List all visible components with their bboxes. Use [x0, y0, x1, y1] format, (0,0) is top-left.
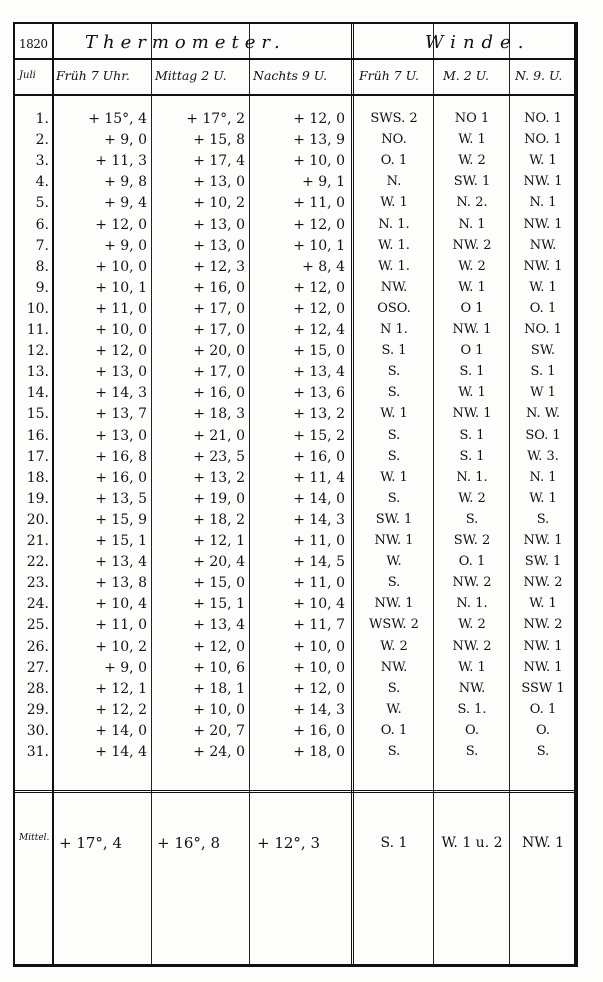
mittel-wind-frueh: S. 1: [380, 835, 408, 851]
wind-frueh: W. 1: [380, 469, 408, 485]
table-row: [15, 382, 574, 403]
wind-nachts: W. 1: [529, 279, 557, 295]
wind-mittag: W. 1: [458, 385, 486, 401]
wind-frueh: S.: [387, 744, 401, 759]
temp-frueh: + 12, 1: [95, 680, 147, 697]
wind-frueh: S.: [387, 575, 401, 591]
wind-nachts: NW. 2: [523, 617, 563, 633]
wind-nachts: SW.: [530, 343, 556, 359]
table-row: [15, 551, 574, 572]
day-number: 26.: [26, 638, 49, 655]
table-row: [15, 108, 574, 129]
day-number: 19.: [26, 490, 49, 507]
wind-nachts: W. 1: [529, 596, 557, 612]
table-row: [15, 678, 574, 699]
weather-table: [13, 22, 578, 967]
wind-mittag: NO 1: [454, 111, 490, 126]
temp-nachts: + 15, 0: [293, 343, 345, 360]
day-number: 27.: [26, 659, 49, 676]
table-row: [15, 741, 574, 762]
wind-frueh: NW.: [380, 279, 408, 295]
temp-mittag: + 10, 0: [193, 701, 245, 718]
wind-frueh: S.: [387, 448, 401, 464]
wind-nachts: NW. 1: [523, 638, 563, 654]
day-number: 9.: [35, 279, 49, 296]
temp-frueh: + 14, 4: [95, 744, 147, 760]
temp-frueh: + 10, 0: [95, 258, 147, 275]
wind-mittag: S. 1: [459, 364, 485, 380]
wind-mittag: N. 1.: [456, 596, 488, 612]
wind-nachts: SW. 1: [524, 554, 562, 570]
wind-frueh: O. 1: [380, 153, 408, 169]
wind-mittag: N. 1.: [456, 469, 488, 485]
wind-nachts: O. 1: [529, 300, 557, 316]
wind-frueh: W. 1: [380, 195, 408, 211]
wind-mittag: NW. 2: [452, 237, 492, 253]
wind-frueh: S.: [387, 385, 401, 401]
day-number: 5.: [35, 195, 49, 212]
wind-nachts: SO. 1: [525, 427, 561, 443]
table-row: [15, 657, 574, 678]
temp-nachts: + 12, 0: [293, 279, 345, 296]
temp-nachts: + 10, 1: [293, 237, 345, 254]
temp-mittag: + 13, 0: [193, 174, 245, 191]
mittel-temp-mittag: + 16°, 8: [157, 834, 221, 852]
temp-frueh: + 13, 5: [95, 490, 147, 507]
temp-nachts: + 12, 0: [293, 680, 345, 697]
wind-mittag: NW. 2: [452, 575, 492, 591]
temp-frueh: + 10, 1: [95, 279, 147, 296]
temp-mittag: + 17, 0: [193, 322, 245, 338]
temp-mittag: + 12, 3: [193, 258, 245, 275]
temp-mittag: + 10, 6: [193, 659, 245, 676]
table-row: [15, 593, 574, 614]
mittel-label: Mittel.: [19, 833, 50, 843]
wind-mittag: W. 2: [458, 617, 486, 633]
temp-nachts: + 9, 1: [302, 174, 345, 191]
wind-mittag: S. 1.: [457, 701, 487, 717]
wind-mittag: NW. 1: [452, 322, 492, 337]
wind-mittag: SW. 1: [453, 174, 491, 190]
temp-mittag: + 15, 8: [193, 132, 245, 149]
wind-frueh: W. 1.: [378, 237, 410, 253]
day-number: 31.: [26, 744, 49, 760]
day-number: 22.: [26, 554, 49, 571]
wind-frueh: W. 2: [380, 638, 408, 654]
day-number: 21.: [26, 533, 49, 549]
wind-nachts: S.: [536, 511, 550, 527]
day-number: 1.: [35, 111, 49, 127]
wind-mittag: W. 1: [458, 132, 486, 148]
temp-nachts: + 10, 0: [293, 153, 345, 170]
table-row: [15, 720, 574, 741]
temp-nachts: + 16, 0: [293, 722, 345, 739]
temp-mittag: + 17, 0: [193, 364, 245, 381]
table-row: [15, 572, 574, 593]
wind-frueh: W. 1: [380, 406, 408, 422]
day-number: 17.: [26, 448, 49, 465]
mittel-temp-frueh: + 17°, 4: [59, 834, 123, 852]
day-number: 15.: [26, 406, 49, 423]
temp-frueh: + 9, 8: [104, 174, 147, 191]
wind-frueh: NW. 1: [374, 533, 414, 548]
table-row: [15, 319, 574, 340]
temp-nachts: + 8, 4: [302, 258, 345, 275]
wind-nachts: W. 1: [529, 490, 557, 506]
table-row: [15, 340, 574, 361]
day-number: 12.: [26, 343, 49, 360]
temp-frueh: + 15, 1: [95, 533, 147, 549]
wind-frueh: O. 1: [380, 722, 408, 738]
day-number: 4.: [35, 174, 49, 191]
day-number: 30.: [26, 722, 49, 739]
wind-frueh: W.: [386, 554, 402, 570]
temp-mittag: + 12, 1: [193, 533, 245, 549]
col-header-wind-nachts: N. 9. U.: [515, 68, 563, 83]
temp-mittag: + 18, 3: [193, 406, 245, 423]
temp-frueh: + 13, 0: [95, 427, 147, 444]
temp-frueh: + 15°, 4: [88, 111, 147, 127]
temp-nachts: + 11, 0: [293, 575, 345, 592]
wind-frueh: S.: [387, 364, 401, 380]
day-number: 8.: [35, 258, 49, 275]
wind-nachts: NO. 1: [524, 132, 562, 148]
temp-nachts: + 11, 0: [293, 195, 345, 212]
wind-mittag: N. 1: [458, 216, 486, 232]
day-number: 18.: [26, 469, 49, 486]
temp-mittag: + 20, 7: [193, 722, 245, 739]
wind-nachts: W. 1: [529, 153, 557, 169]
table-row: [15, 488, 574, 509]
col-header-nachts: Nachts 9 U.: [253, 68, 328, 83]
temp-nachts: + 12, 0: [293, 216, 345, 233]
temp-nachts: + 12, 0: [293, 300, 345, 317]
day-number: 6.: [35, 216, 49, 233]
day-number: 13.: [26, 364, 49, 381]
temp-frueh: + 9, 0: [104, 132, 147, 149]
temp-nachts: + 11, 0: [293, 533, 345, 549]
temp-mittag: + 13, 0: [193, 216, 245, 233]
wind-nachts: NO. 1: [524, 322, 562, 337]
wind-frueh: NW.: [380, 659, 408, 675]
table-row: [15, 530, 574, 551]
rule-title-bottom: [15, 58, 574, 60]
day-number: 20.: [26, 511, 49, 528]
wind-nachts: NW. 1: [523, 258, 563, 274]
temp-mittag: + 18, 1: [193, 680, 245, 697]
temp-mittag: + 17, 4: [193, 153, 245, 170]
temp-frueh: + 13, 4: [95, 554, 147, 571]
wind-frueh: S.: [387, 427, 401, 443]
temp-nachts: + 14, 3: [293, 511, 345, 528]
day-number: 3.: [35, 153, 49, 170]
temp-frueh: + 9, 0: [104, 237, 147, 254]
wind-mittag: O. 1: [458, 554, 486, 570]
temp-frueh: + 10, 0: [95, 322, 147, 338]
day-number: 7.: [35, 237, 49, 254]
wind-mittag: W. 2: [458, 258, 486, 274]
day-number: 16.: [26, 427, 49, 444]
wind-frueh: NW. 1: [374, 596, 414, 612]
temp-nachts: + 11, 4: [293, 469, 345, 486]
temp-mittag: + 17°, 2: [186, 111, 245, 127]
wind-nachts: N. 1: [529, 469, 557, 485]
col-header-wind-frueh: Früh 7 U.: [359, 68, 420, 83]
table-row: [15, 192, 574, 213]
wind-nachts: W 1: [530, 385, 556, 401]
temp-nachts: + 18, 0: [293, 744, 345, 760]
temp-mittag: + 13, 4: [193, 617, 245, 634]
wind-frueh: N. 1.: [378, 216, 410, 232]
temp-nachts: + 13, 6: [293, 385, 345, 402]
table-row: [15, 636, 574, 657]
thermometer-title: Thermometer.: [85, 32, 286, 53]
day-number: 11.: [26, 322, 49, 338]
wind-mittag: S. 1: [459, 427, 485, 443]
wind-frueh: S. 1: [381, 343, 407, 359]
winde-title: Winde.: [425, 32, 531, 53]
table-row: [15, 509, 574, 530]
wind-nachts: N. W.: [525, 406, 561, 422]
temp-mittag: + 10, 2: [193, 195, 245, 212]
temp-nachts: + 10, 4: [293, 596, 345, 613]
wind-mittag: S. 1: [459, 448, 485, 464]
temp-frueh: + 11, 0: [95, 617, 147, 634]
wind-frueh: SWS. 2: [370, 111, 418, 126]
table-row: [15, 150, 574, 171]
wind-nachts: S. 1: [530, 364, 556, 380]
table-row: [15, 446, 574, 467]
table-row: [15, 425, 574, 446]
mittel-temp-nachts: + 12°, 3: [257, 834, 321, 852]
day-number: 2.: [35, 132, 49, 149]
table-row: [15, 129, 574, 150]
col-header-wind-mittag: M. 2 U.: [443, 68, 490, 83]
table-row: [15, 614, 574, 635]
wind-mittag: W. 1: [458, 659, 486, 675]
wind-mittag: W. 2: [458, 490, 486, 506]
temp-nachts: + 14, 0: [293, 490, 345, 507]
table-row: [15, 403, 574, 424]
table-row: [15, 467, 574, 488]
temp-mittag: + 16, 0: [193, 385, 245, 402]
mittel-wind-mittag: W. 1 u. 2: [441, 835, 503, 851]
temp-nachts: + 13, 4: [293, 364, 345, 381]
wind-mittag: NW. 1: [452, 406, 492, 422]
wind-frueh: W. 1.: [378, 258, 410, 274]
temp-nachts: + 14, 5: [293, 554, 345, 571]
temp-nachts: + 12, 0: [293, 111, 345, 127]
wind-frueh: W.: [386, 701, 402, 717]
temp-nachts: + 12, 4: [293, 322, 345, 338]
wind-nachts: NW. 1: [523, 174, 563, 190]
temp-mittag: + 16, 0: [193, 279, 245, 296]
table-row: [15, 256, 574, 277]
temp-mittag: + 17, 0: [193, 300, 245, 317]
temp-nachts: + 11, 7: [293, 617, 345, 634]
temp-nachts: + 10, 0: [293, 638, 345, 655]
col-header-frueh: Früh 7 Uhr.: [56, 68, 130, 83]
day-number: 14.: [26, 385, 49, 402]
temp-mittag: + 15, 0: [193, 575, 245, 592]
temp-frueh: + 13, 7: [95, 406, 147, 423]
wind-nachts: O.: [535, 722, 551, 738]
temp-mittag: + 19, 0: [193, 490, 245, 507]
wind-mittag: W. 1: [458, 279, 486, 295]
temp-mittag: + 12, 0: [193, 638, 245, 655]
wind-nachts: NW. 2: [523, 575, 563, 591]
temp-frueh: + 9, 0: [104, 659, 147, 676]
rule-mittel-top: [15, 790, 574, 793]
temp-frueh: + 16, 0: [95, 469, 147, 486]
temp-mittag: + 20, 0: [193, 343, 245, 360]
wind-frueh: S.: [387, 490, 401, 506]
day-number: 29.: [26, 701, 49, 718]
wind-nachts: NO. 1: [524, 111, 562, 126]
temp-mittag: + 20, 4: [193, 554, 245, 571]
day-number: 23.: [26, 575, 49, 592]
temp-mittag: + 18, 2: [193, 511, 245, 528]
wind-frueh: S.: [387, 680, 401, 696]
temp-frueh: + 10, 4: [95, 596, 147, 613]
wind-nachts: NW. 1: [523, 216, 563, 232]
temp-nachts: + 13, 2: [293, 406, 345, 423]
table-row: [15, 171, 574, 192]
temp-mittag: + 13, 0: [193, 237, 245, 254]
table-row: [15, 699, 574, 720]
temp-nachts: + 10, 0: [293, 659, 345, 676]
wind-mittag: SW. 2: [453, 533, 491, 548]
wind-frueh: OSO.: [377, 300, 411, 316]
temp-mittag: + 21, 0: [193, 427, 245, 444]
wind-nachts: N. 1: [529, 195, 557, 211]
day-number: 10.: [26, 300, 49, 317]
wind-nachts: NW. 1: [523, 659, 563, 675]
temp-frueh: + 12, 2: [95, 701, 147, 718]
mittel-wind-nachts: NW. 1: [522, 835, 564, 851]
temp-mittag: + 15, 1: [193, 596, 245, 613]
temp-frueh: + 13, 0: [95, 364, 147, 381]
wind-mittag: O 1: [460, 300, 484, 316]
table-row: [15, 298, 574, 319]
year-label: 1820: [19, 37, 48, 51]
col-header-mittag: Mittag 2 U.: [155, 68, 227, 83]
wind-mittag: N. 2.: [456, 195, 488, 211]
table-row: [15, 361, 574, 382]
temp-mittag: + 24, 0: [193, 744, 245, 760]
wind-nachts: NW.: [529, 237, 557, 253]
temp-frueh: + 11, 0: [95, 300, 147, 317]
wind-mittag: NW. 2: [452, 638, 492, 654]
wind-frueh: NO.: [381, 132, 407, 148]
wind-mittag: S.: [465, 511, 479, 527]
month-label: Juli: [19, 70, 36, 81]
wind-nachts: NW. 1: [523, 533, 563, 548]
temp-mittag: + 23, 5: [193, 448, 245, 465]
rule-header-bottom: [15, 94, 574, 96]
table-row: [15, 235, 574, 256]
temp-frueh: + 12, 0: [95, 216, 147, 233]
wind-frueh: SW. 1: [375, 511, 413, 527]
table-row: [15, 277, 574, 298]
wind-mittag: O.: [464, 722, 480, 738]
temp-nachts: + 15, 2: [293, 427, 345, 444]
wind-nachts: O. 1: [529, 701, 557, 717]
wind-mittag: O 1: [460, 343, 484, 359]
table-row: [15, 214, 574, 235]
day-number: 24.: [26, 596, 49, 613]
temp-nachts: + 13, 9: [293, 132, 345, 149]
wind-nachts: S.: [536, 744, 550, 759]
temp-mittag: + 13, 2: [193, 469, 245, 486]
temp-nachts: + 16, 0: [293, 448, 345, 465]
wind-frueh: WSW. 2: [369, 617, 419, 633]
wind-frueh: N 1.: [380, 322, 408, 337]
temp-frueh: + 11, 3: [95, 153, 147, 170]
temp-nachts: + 14, 3: [293, 701, 345, 718]
day-number: 28.: [26, 680, 49, 697]
temp-frueh: + 14, 0: [95, 722, 147, 739]
temp-frueh: + 15, 9: [95, 511, 147, 528]
temp-frueh: + 14, 3: [95, 385, 147, 402]
wind-mittag: S.: [465, 744, 479, 759]
day-number: 25.: [26, 617, 49, 634]
temp-frueh: + 12, 0: [95, 343, 147, 360]
temp-frueh: + 9, 4: [104, 195, 147, 212]
wind-mittag: NW.: [458, 680, 486, 696]
temp-frueh: + 13, 8: [95, 575, 147, 592]
wind-frueh: N.: [386, 174, 402, 190]
wind-nachts: SSW 1: [521, 680, 565, 696]
wind-nachts: W. 3.: [527, 448, 559, 464]
temp-frueh: + 10, 2: [95, 638, 147, 655]
wind-mittag: W. 2: [458, 153, 486, 169]
temp-frueh: + 16, 8: [95, 448, 147, 465]
